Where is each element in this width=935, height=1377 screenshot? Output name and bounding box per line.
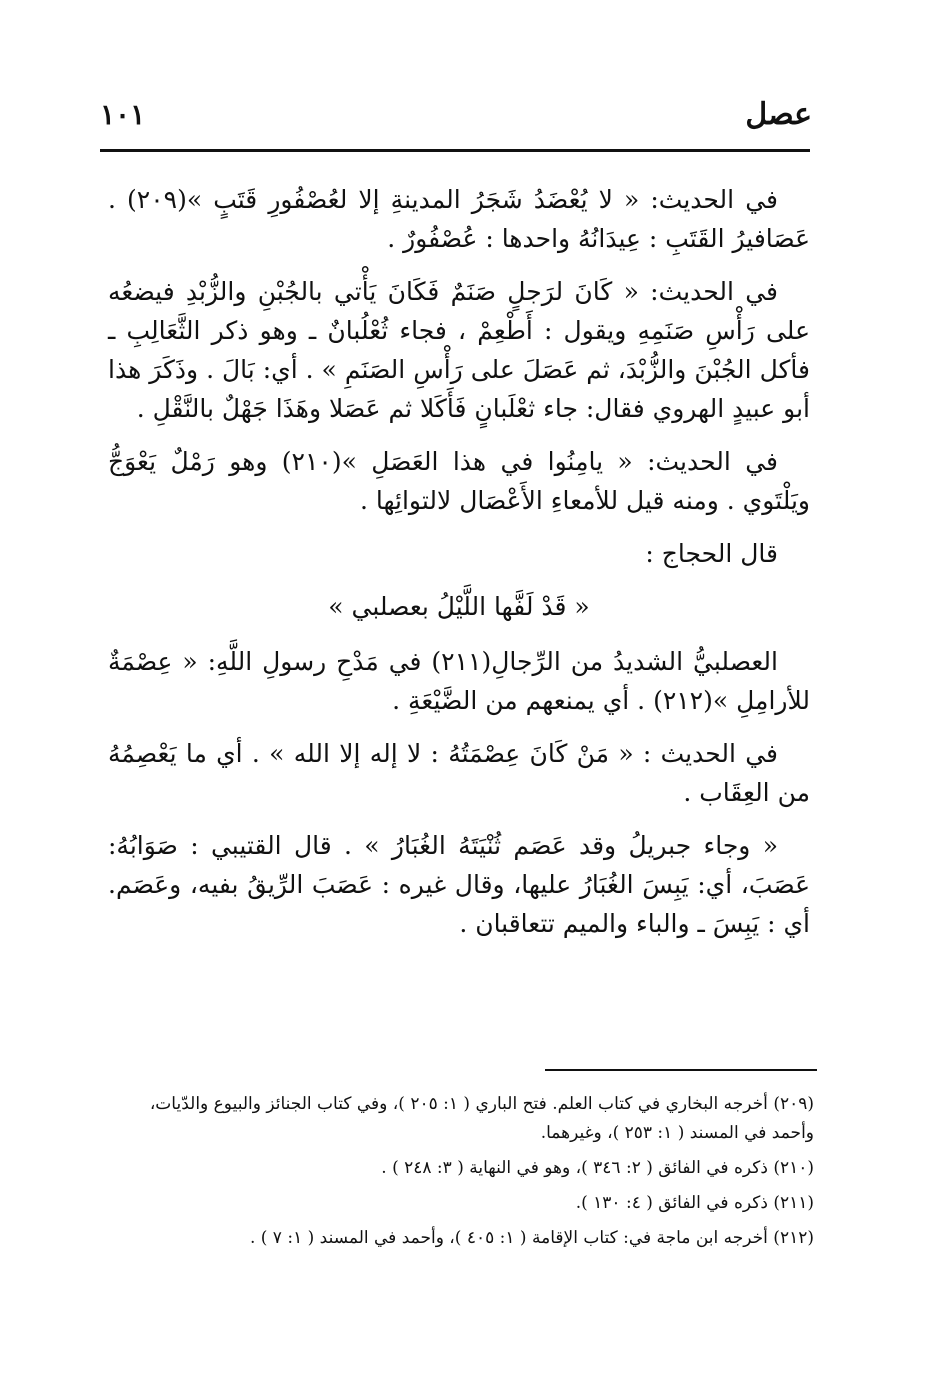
footnote-209: (٢٠٩) أخرجه البخاري في كتاب العلم. فتح الباري ( ١: ٢٠٥ )، وفي كتاب الجنائز والبيوع والدّيات، وأحمد في المسند ( ١: ٢٥٣ )، وغيرهما. xyxy=(149,1094,814,1143)
page-number: ١٠١ xyxy=(100,98,146,131)
paragraph-asalbi: العصلبيُّ الشديدُ من الرِّجالِ(٢١١) في مَدْحِ رسولِ اللَّهِ: « عِصْمَةٌ للأرامِلِ »(٢١٢) . أي يمنعهم من الضَّيْعَةِ . xyxy=(108,647,810,715)
paragraph-jibril: « وجاء جبريلُ وقد عَصَم ثُنْيَتَهُ الغُبَارُ » . قال القتيبي : صَوَابُهُ: عَصَبَ، أي: يَبِسَ الغُبَارُ عليها، وقال غيره : عَصَبَ الرِّيقُ بفيه، وعَصَم. أي : يَبِسَ ـ والباء والميم تتعاقبان . xyxy=(108,831,810,938)
footnote-212: (٢١٢) أخرجه ابن ماجة في: كتاب الإقامة ( ١: ٤٠٥ )، وأحمد في المسند ( ١: ٧ ) . xyxy=(249,1228,814,1248)
entry-headword: عصل xyxy=(745,97,812,132)
footnote-separator xyxy=(545,1069,817,1071)
header-rule xyxy=(100,149,810,152)
paragraph-hadith-sanam: في الحديث: « كَانَ لرَجلٍ صَنَمٌ فَكَانَ يَأْتي بالجُبْنِ والزُّبْدِ فيضعُه على رَأْسِ صَنَمِهِ ويقول : أَطْعِمْ ، فجاء ثُعْلُبانٌ ـ وهو ذكر الثَّعَالِبِ ـ فأكل الجُبْنَ والزُّبْدَ، ثم عَصَلَ على رَأْسِ الصَنَمِ » . أي: بَالَ . وذَكَرَ هذا أبو عبيدٍ الهروي فقال: جاء ثعْلَبانٍ فَأَكَلا ثم عَصَلا وهَذَا جَهْلٌ بالنَّقْلِ . xyxy=(108,277,810,423)
paragraph-hajjaj-intro: قال الحجاج : xyxy=(645,539,778,568)
footnote-211: (٢١١) ذكره في الفائق ( ٤: ١٣٠ ). xyxy=(575,1193,814,1213)
main-text xyxy=(108,180,810,957)
footnote-210: (٢١٠) ذكره في الفائق ( ٢: ٣٤٦ )، وهو في النهاية ( ٣: ٢٤٨ ) . xyxy=(381,1158,814,1178)
paragraph-hadith-asal: في الحديث: « يامِنُوا في هذا العَصَلِ »(٢١٠) وهو رَمْلٌ يَعْوَجُّ ويَلْتَوي . ومنه قيل للأمعاءِ الأَعْصَال لالتوائِها . xyxy=(108,447,810,515)
footnotes xyxy=(108,1090,814,1259)
running-header xyxy=(100,92,812,142)
paragraph-hadith-isma: في الحديث : « مَنْ كَانَ عِصْمَتُهُ : لا إله إلا الله » . أي ما يَعْصِمُهُ من العِقَاب . xyxy=(108,739,810,807)
paragraph-hadith-asfur: في الحديث: « لا يُعْضَدُ شَجَرُ المدينةِ إلا لعُصْفُورِ قَتَبٍ »(٢٠٩) . عَصَافيرُ القَتَبِ : عِيدَانُهُ واحدها : عُصْفُورٌ . xyxy=(108,185,810,253)
verse-line: « قَدْ لَفَّها اللَّيْلُ بعصلبي » xyxy=(328,592,590,621)
